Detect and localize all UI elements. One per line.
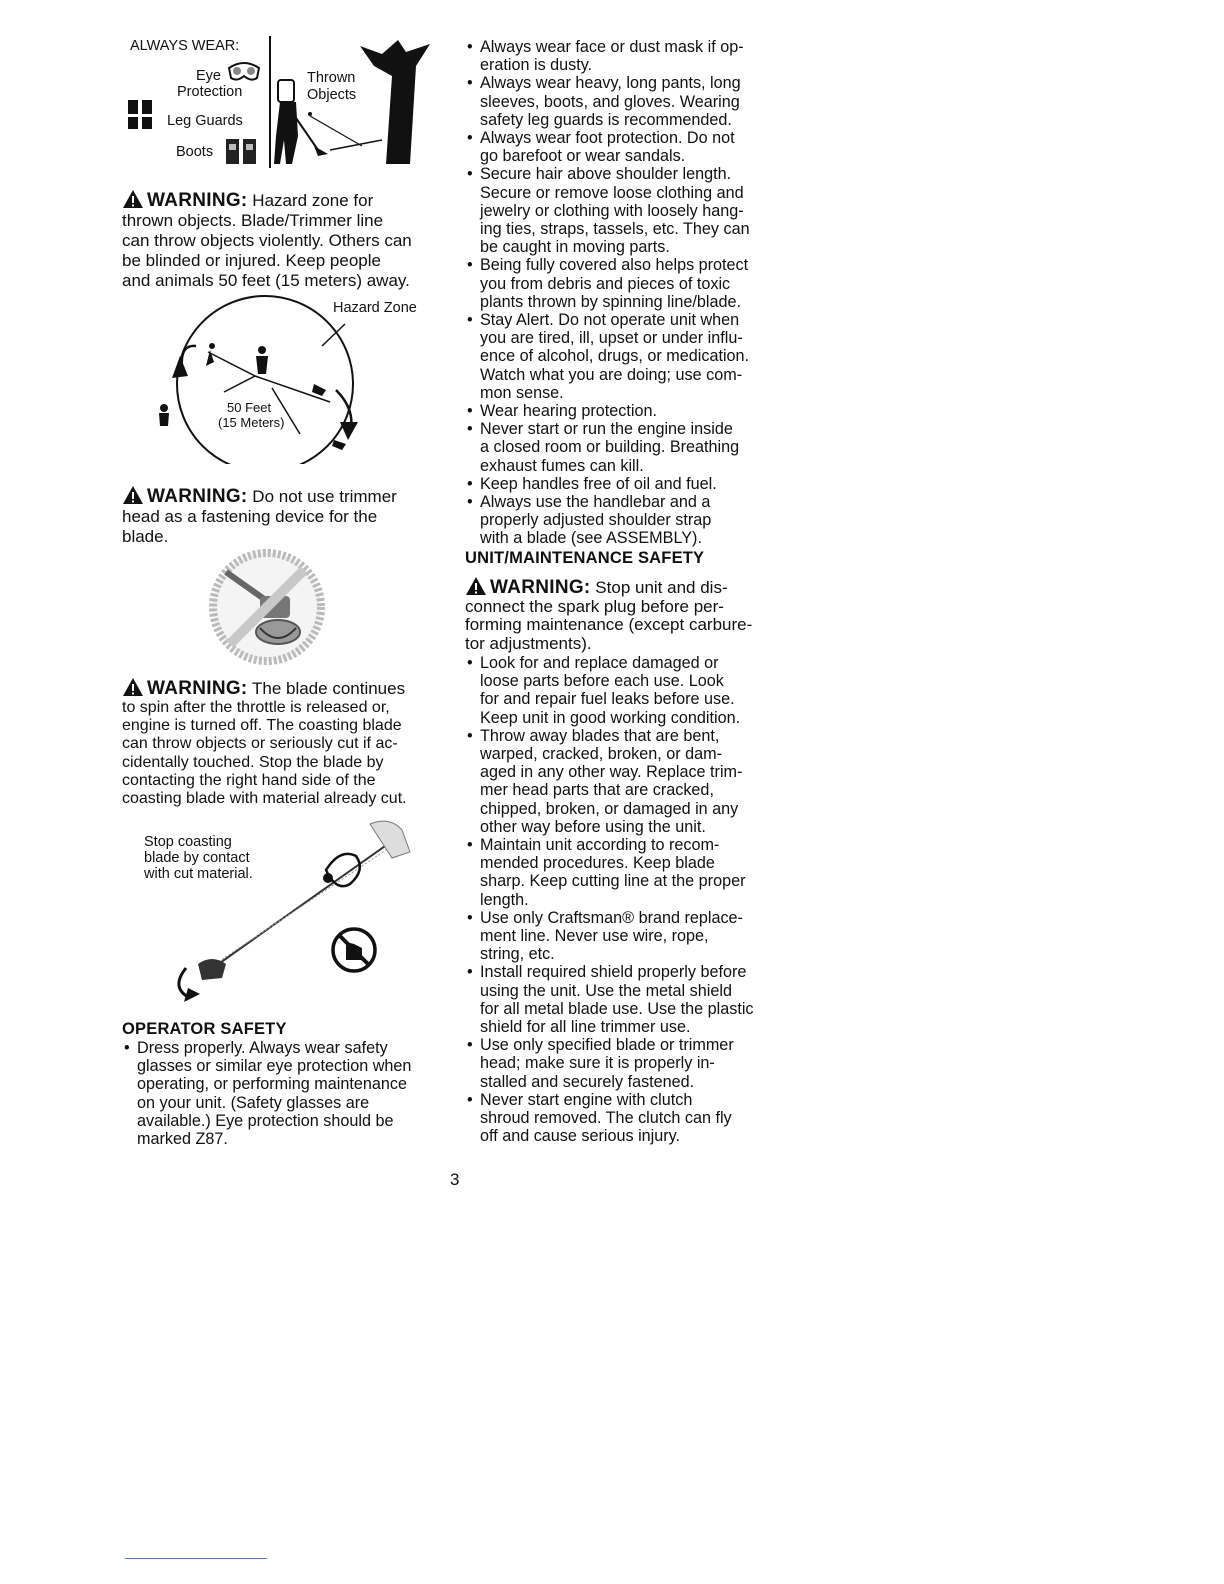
operator-safety-section [122, 1020, 442, 1148]
list-item: • Always wear foot protection. Do not go barefoot or wear sandals. [465, 129, 795, 165]
list-item: • Use only specified blade or trimmer head; make sure it is properly in- stalled and securely fastened. [465, 1036, 795, 1091]
warning-body: head as a fastening device for the blade. [122, 507, 378, 546]
list-item: • Throw away blades that are bent, warped, cracked, broken, or dam- aged in any other way. Replace trim- mer head parts that are cracked, chipped, broken, or damaged in any other way before using the unit. [465, 727, 795, 836]
list-item: • Keep handles free of oil and fuel. [465, 475, 795, 493]
always-wear-label: ALWAYS WEAR: [130, 38, 240, 54]
warning-maintenance [465, 576, 795, 653]
list-item: • Never start or run the engine inside a closed room or building. Breathing exhaust fumes can kill. [465, 420, 795, 475]
operator-safety-list [122, 1039, 442, 1148]
distance-meters-label: (15 Meters) [218, 415, 285, 430]
warning-triangle-icon [465, 576, 487, 596]
warning-hazard-zone [122, 189, 442, 291]
thrown-label: Thrown [307, 70, 356, 86]
list-item: • Maintain unit according to recom- mended procedures. Keep blade sharp. Keep cutting line at the proper length. [465, 836, 795, 909]
warning-label: WARNING: [147, 190, 248, 211]
list-item: • Use only Craftsman® brand replace- ment line. Never use wire, rope, string, etc. [465, 909, 795, 964]
warning-fastening [122, 485, 442, 547]
unit-maintenance-heading: UNIT/MAINTENANCE SAFETY [465, 548, 705, 567]
coasting-blade-figure [140, 818, 430, 1008]
hazard-zone-label: Hazard Zone [333, 300, 417, 316]
no-fastening-prohibition-icon [204, 548, 330, 666]
ppe-figure [120, 36, 440, 171]
warning-lead: Do not use trimmer [252, 487, 397, 506]
trimmer-illustration [140, 818, 430, 1008]
warning-triangle-icon [122, 189, 144, 209]
leg-guards-label: Leg Guards [167, 113, 243, 129]
warning-body: to spin after the throttle is released or, engine is turned off. The coasting blade can throw objects or seriously cut if ac- cidentally touched. Stop the blade by contacting the right hand side of the coasting blade with material already cut. [122, 699, 407, 808]
warning-lead: The blade continues [251, 679, 406, 698]
warning-triangle-icon [122, 677, 144, 697]
objects-label: Objects [307, 87, 357, 103]
thrown-objects-illustration [270, 36, 440, 171]
eye-protection-label: Eye [196, 68, 221, 84]
warning-lead: Hazard zone for [252, 191, 374, 210]
goggles-icon [226, 58, 262, 84]
boots-icon [224, 136, 258, 166]
list-item: • Secure hair above shoulder length. Secure or remove loose clothing and jewelry or clothing with loosely hang- ing ties, straps, tassels, etc. They can be caught in moving parts. [465, 165, 795, 256]
operator-safety-heading: OPERATOR SAFETY [122, 1020, 287, 1038]
eye-protection-label-2: Protection [177, 84, 243, 100]
list-item: • Always wear heavy, long pants, long sleeves, boots, and gloves. Wearing safety leg guards is recommended. [465, 74, 795, 129]
warning-body: thrown objects. Blade/Trimmer line can throw objects violently. Others can be blinded or injured. Keep people and animals 50 feet (15 meters) away. [122, 211, 412, 290]
list-item: • Look for and replace damaged or loose parts before each use. Look for and repair fuel leaks before use. Keep unit in good working condition. [465, 654, 795, 727]
warning-triangle-icon [122, 485, 144, 505]
list-item: • Stay Alert. Do not operate unit when you are tired, ill, upset or under influ- ence of alcohol, drugs, or medication. Watch what you are doing; use com- mon sense. [465, 311, 795, 402]
coasting-caption: Stop coasting blade by contact with cut material. [144, 834, 253, 882]
page-number: 3 [450, 1170, 460, 1189]
list-item: • Being fully covered also helps protect you from debris and pieces of toxic plants thrown by spinning line/blade. [465, 256, 795, 311]
hazard-zone-figure [150, 284, 440, 464]
list-item: • Always use the handlebar and a properly adjusted shoulder strap with a blade (see ASSEMBLY). [465, 493, 795, 548]
warning-coasting-blade [122, 677, 442, 808]
warning-label: WARNING: [147, 678, 248, 699]
warning-lead: Stop unit and dis- [595, 577, 728, 597]
unit-maintenance-list [465, 654, 795, 1145]
warning-body: connect the spark plug before per- forming maintenance (except carbure- tor adjustments). [465, 596, 753, 653]
list-item: • Always wear face or dust mask if op- eration is dusty. [465, 38, 795, 74]
list-item: • Dress properly. Always wear safety glasses or similar eye protection when operating, or performing maintenance on your unit. (Safety glasses are available.) Eye protection should be marked Z87. [122, 1039, 442, 1148]
right-column [465, 38, 795, 1145]
warning-label: WARNING: [147, 486, 248, 507]
boots-label: Boots [176, 144, 214, 160]
leg-guards-icon [126, 98, 156, 132]
warning-label: WARNING: [490, 576, 591, 598]
list-item: • Never start engine with clutch shroud removed. The clutch can fly off and cause serious injury. [465, 1091, 795, 1146]
list-item: • Install required shield properly before using the unit. Use the metal shield for all metal blade use. Use the plastic shield for all line trimmer use. [465, 963, 795, 1036]
distance-feet-label: 50 Feet [227, 400, 272, 415]
list-item: • Wear hearing protection. [465, 402, 795, 420]
operator-safety-list-continued [465, 38, 795, 548]
footer-rule [125, 1558, 267, 1559]
